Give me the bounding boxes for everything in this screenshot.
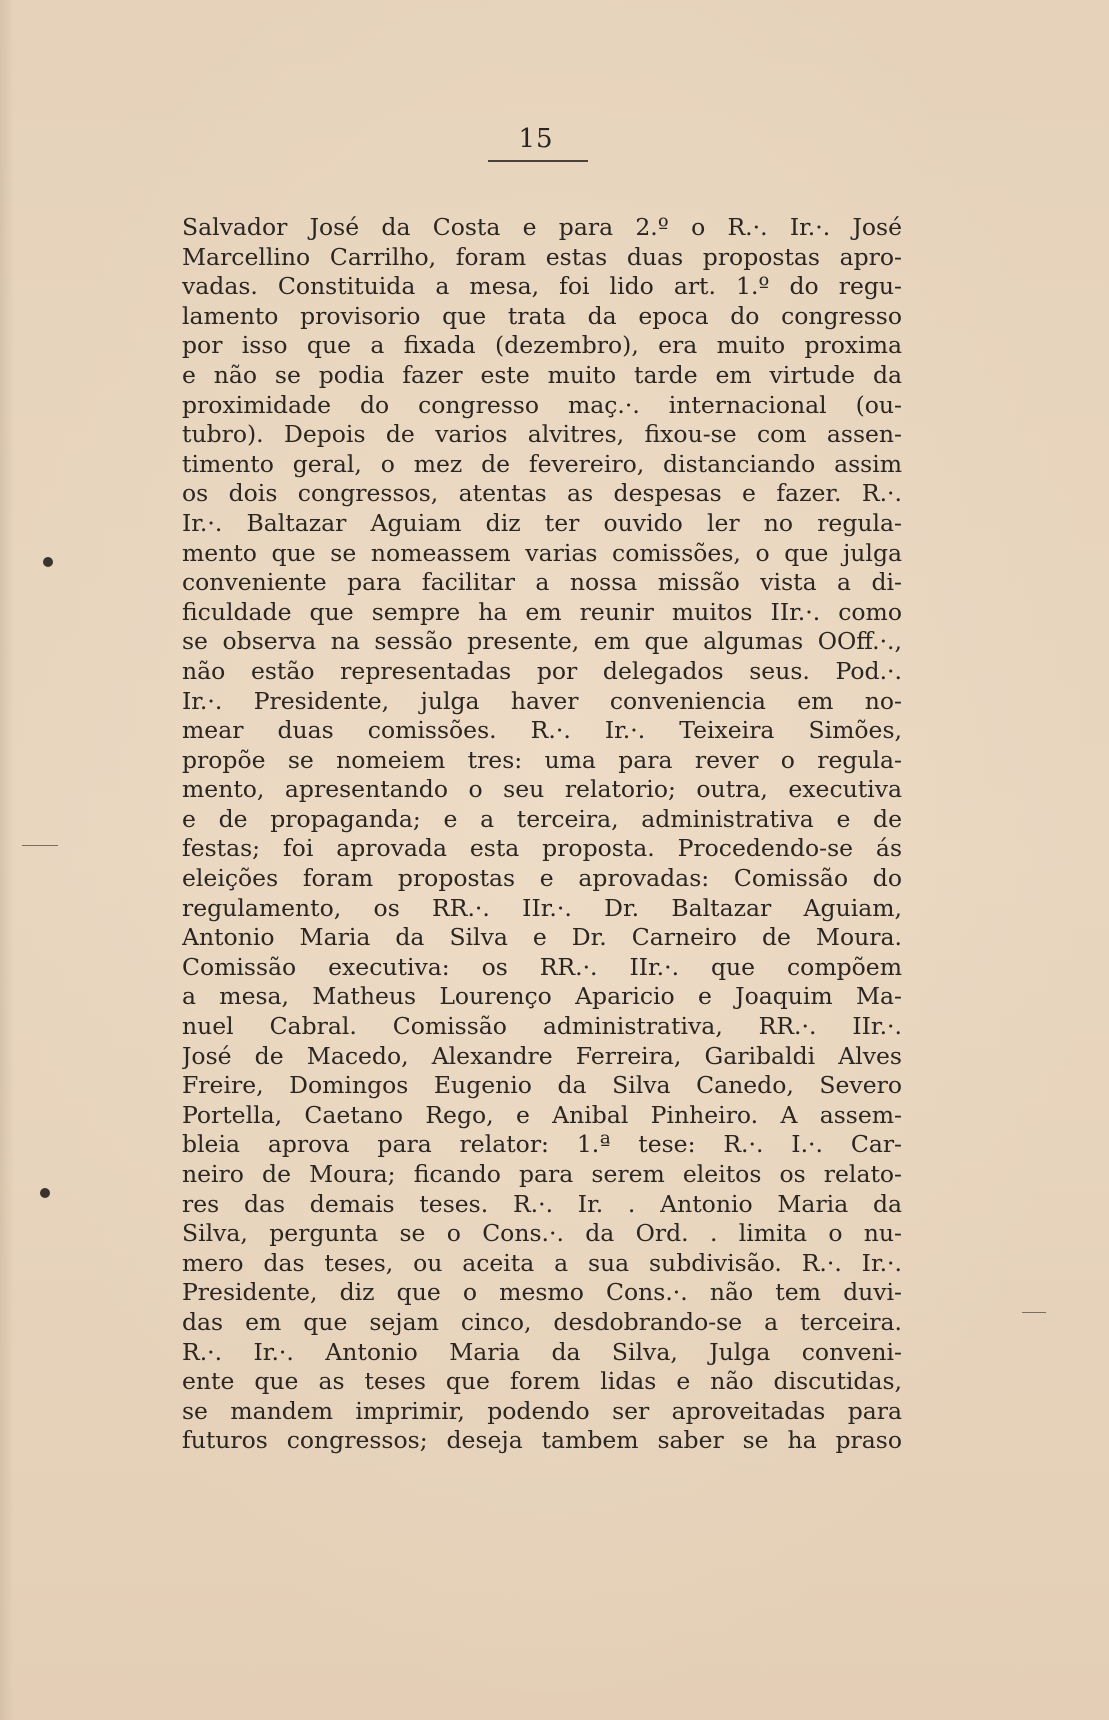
text-line: Ir.·. Baltazar Aguiam diz ter ouvido ler no regula- (182, 508, 902, 537)
binding-hole-icon (43, 557, 53, 567)
text-line: e de propaganda; e a terceira, administrativa e de (182, 804, 902, 833)
text-line: Portella, Caetano Rego, e Anibal Pinheiro. A assem- (182, 1100, 902, 1129)
text-line: mento que se nomeassem varias comissões, o que julga (182, 538, 902, 567)
text-line: os dois congressos, atentas as despesas e fazer. R.·. (182, 479, 902, 508)
binding-hole-icon (40, 1188, 50, 1198)
text-line: mero das teses, ou aceita a sua subdivisão. R.·. Ir.·. (182, 1248, 902, 1277)
text-line: e não se podia fazer este muito tarde em virtude da (182, 360, 902, 389)
text-line: mear duas comissões. R.·. Ir.·. Teixeira Simões, (182, 716, 902, 745)
text-line: se mandem imprimir, podendo ser aproveitadas para (182, 1396, 902, 1425)
text-line: ente que as teses que forem lidas e não discutidas, (182, 1367, 902, 1396)
text-line: Comissão executiva: os RR.·. IIr.·. que compõem (182, 952, 902, 981)
text-line: Marcellino Carrilho, foram estas duas propostas apro- (182, 242, 902, 271)
text-line: Freire, Domingos Eugenio da Silva Canedo, Severo (182, 1071, 902, 1100)
text-line: José de Macedo, Alexandre Ferreira, Garibaldi Alves (182, 1041, 902, 1070)
text-line: eleições foram propostas e aprovadas: Comissão do (182, 864, 902, 893)
page-number: 15 (518, 124, 554, 154)
margin-stain (22, 845, 58, 846)
text-line: não estão representadas por delegados seus. Pod.·. (182, 656, 902, 685)
text-line: lamento provisorio que trata da epoca do congresso (182, 301, 902, 330)
text-line: proximidade do congresso maç.·. internacional (ou- (182, 390, 902, 419)
text-line: Presidente, diz que o mesmo Cons.·. não tem duvi- (182, 1278, 902, 1307)
text-line: festas; foi aprovada esta proposta. Procedendo-se ás (182, 834, 902, 863)
text-line: por isso que a fixada (dezembro), era muito proxima (182, 331, 902, 360)
text-line: vadas. Constituida a mesa, foi lido art. 1.º do regu- (182, 272, 902, 301)
text-line: a mesa, Matheus Lourenço Aparicio e Joaquim Ma- (182, 982, 902, 1011)
text-line: res das demais teses. R.·. Ir. . Antonio Maria da (182, 1189, 902, 1218)
text-line: Salvador José da Costa e para 2.º o R.·. Ir.·. José (182, 213, 902, 241)
text-line: bleia aprova para relator: 1.ª tese: R.·. I.·. Car- (182, 1130, 902, 1159)
page-number-underline (488, 160, 588, 162)
text-line: Ir.·. Presidente, julga haver conveniencia em no- (182, 686, 902, 715)
text-line: neiro de Moura; ficando para serem eleitos os relato- (182, 1160, 902, 1188)
text-line: Antonio Maria da Silva e Dr. Carneiro de Moura. (182, 923, 902, 952)
text-line: nuel Cabral. Comissão administrativa, RR.·. IIr.·. (182, 1012, 902, 1041)
text-line: R.·. Ir.·. Antonio Maria da Silva, Julga conveni- (182, 1337, 902, 1366)
page-edge-shadow (0, 0, 14, 1720)
margin-stain (1022, 1312, 1046, 1313)
text-line: mento, apresentando o seu relatorio; outra, executiva (182, 775, 902, 804)
text-line: regulamento, os RR.·. IIr.·. Dr. Baltazar Aguiam, (182, 893, 902, 922)
text-line: das em que sejam cinco, desdobrando-se a terceira. (182, 1307, 902, 1336)
text-line: Silva, pergunta se o Cons.·. da Ord. . limita o nu- (182, 1219, 902, 1248)
text-line: se observa na sessão presente, em que algumas OOff.·., (182, 627, 902, 656)
text-line: futuros congressos; deseja tambem saber se ha praso (182, 1426, 902, 1455)
text-line: tubro). Depois de varios alvitres, fixou-se com assen- (182, 420, 902, 449)
text-line: ficuldade que sempre ha em reunir muitos IIr.·. como (182, 597, 902, 626)
body-text (182, 213, 902, 1456)
text-line: propõe se nomeiem tres: uma para rever o regula- (182, 745, 902, 774)
text-line: conveniente para facilitar a nossa missão vista a di- (182, 568, 902, 597)
text-line: timento geral, o mez de fevereiro, distanciando assim (182, 449, 902, 478)
